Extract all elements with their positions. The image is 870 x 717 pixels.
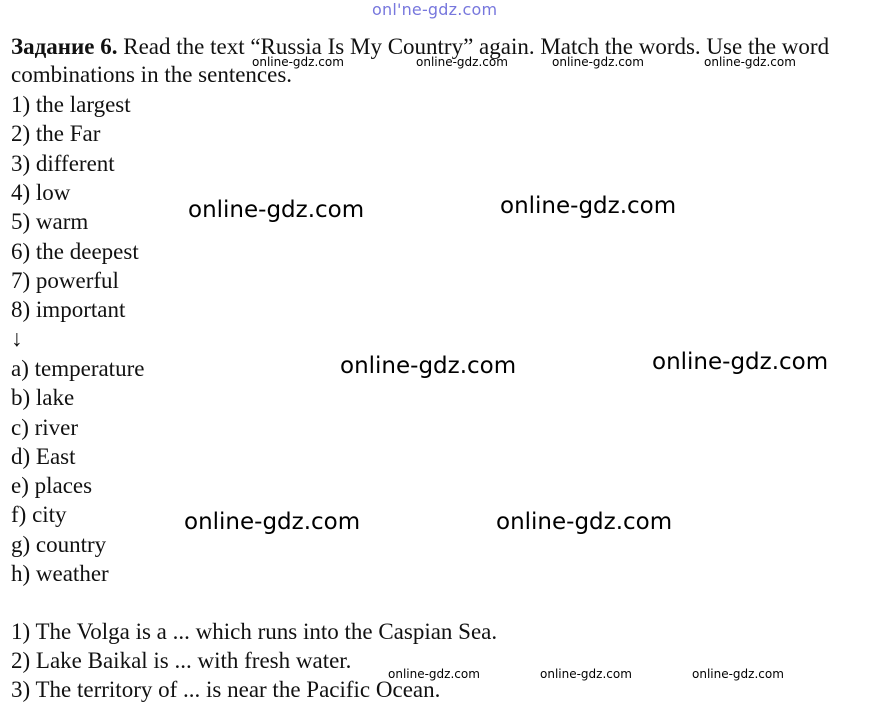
watermark-large: online-gdz.com — [500, 193, 677, 219]
sentence-1: 1) The Volga is a ... which runs into the Caspian Sea. — [11, 619, 498, 644]
watermark-large: online-gdz.com — [652, 349, 829, 375]
sentence-2: 2) Lake Baikal is ... with fresh water. — [11, 648, 352, 673]
site-header-mark: onl'ne-gdz.com — [372, 0, 498, 19]
watermark-large: online-gdz.com — [340, 353, 517, 379]
task-text: Read the text “Russia Is My Country” again. Match the words. Use the word combinations in the sentences. — [11, 34, 830, 87]
right-word-c: c) river — [11, 415, 79, 440]
watermark-large: online-gdz.com — [496, 509, 673, 535]
left-word-5: 5) warm — [11, 209, 89, 234]
right-word-d: d) East — [11, 444, 76, 469]
task-label: Задание 6. — [11, 34, 118, 59]
right-word-b: b) lake — [11, 385, 75, 410]
right-word-g: g) country — [11, 532, 107, 557]
left-word-3: 3) different — [11, 151, 115, 176]
right-word-e: e) places — [11, 473, 93, 498]
left-word-2: 2) the Far — [11, 121, 101, 146]
right-word-f: f) city — [11, 502, 67, 527]
down-arrow: ↓ — [11, 326, 23, 351]
watermark-small: online-gdz.com — [552, 55, 644, 69]
left-word-7: 7) powerful — [11, 268, 119, 293]
left-word-4: 4) low — [11, 180, 71, 205]
watermark-small: online-gdz.com — [252, 55, 344, 69]
left-word-1: 1) the largest — [11, 92, 131, 117]
sentence-3: 3) The territory of ... is near the Pacific Ocean. — [11, 677, 441, 702]
watermark-large: online-gdz.com — [184, 509, 361, 535]
left-word-6: 6) the deepest — [11, 239, 139, 264]
right-word-a: a) temperature — [11, 356, 145, 381]
watermark-small: online-gdz.com — [388, 667, 480, 681]
watermark-small: online-gdz.com — [416, 55, 508, 69]
watermark-large: online-gdz.com — [188, 197, 365, 223]
right-word-h: h) weather — [11, 561, 109, 586]
watermark-small: online-gdz.com — [704, 55, 796, 69]
watermark-small: online-gdz.com — [540, 667, 632, 681]
left-word-8: 8) important — [11, 297, 126, 322]
watermark-small: online-gdz.com — [692, 667, 784, 681]
